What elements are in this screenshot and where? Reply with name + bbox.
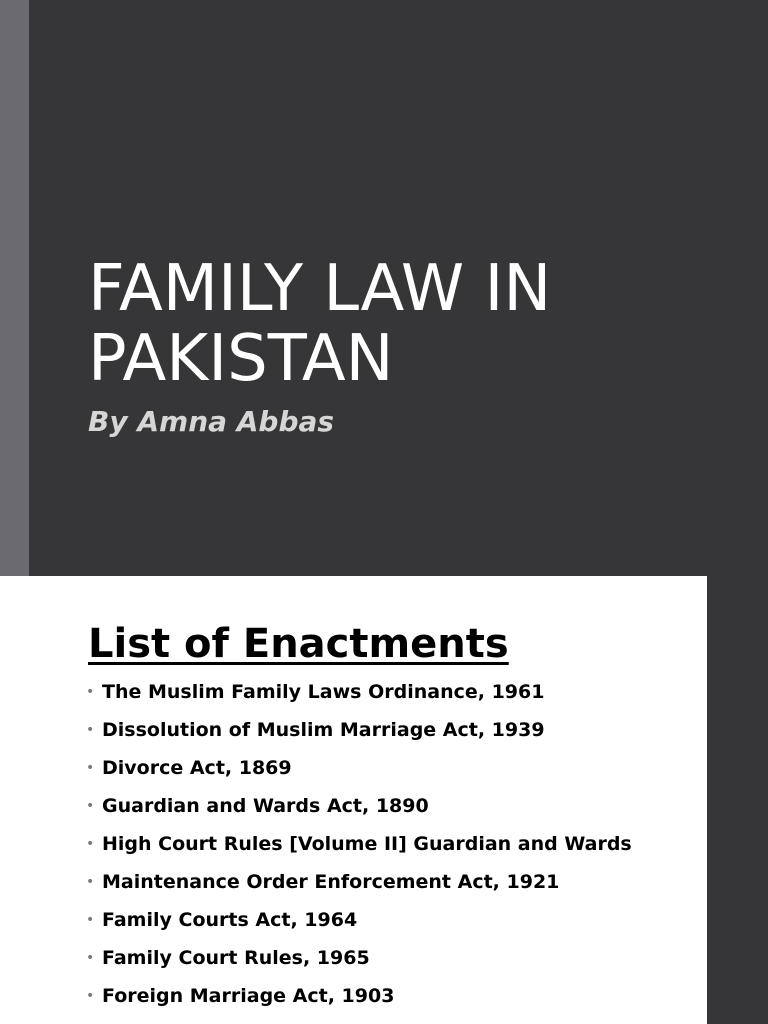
presentation-author: By Amna Abbas [88,405,335,438]
bullet-icon: • [86,684,95,700]
list-item-text: Divorce Act, 1869 [102,757,292,779]
list-item-text: The Muslim Family Laws Ordinance, 1961 [102,681,545,703]
list-item [86,795,646,817]
list-item [86,909,646,931]
enactment-list [86,681,646,1023]
list-item-text: Foreign Marriage Act, 1903 [102,985,395,1007]
bullet-icon: • [86,722,95,738]
bullet-icon: • [86,874,95,890]
bullet-icon: • [86,798,95,814]
list-item [86,681,646,703]
accent-bar [0,0,29,576]
enactments-slide [0,576,707,1024]
list-item-text: Dissolution of Muslim Marriage Act, 1939 [102,719,545,741]
presentation-title: FAMILY LAW IN PAKISTAN [88,252,552,396]
list-item [86,871,646,893]
list-item [86,947,646,969]
slide-heading: List of Enactments [88,621,509,667]
bullet-icon: • [86,950,95,966]
list-item [86,833,646,855]
list-item [86,757,646,779]
list-item-text: High Court Rules [Volume II] Guardian and Wards [102,833,632,855]
bullet-icon: • [86,760,95,776]
bullet-icon: • [86,836,95,852]
bullet-icon: • [86,912,95,928]
list-item-text: Family Courts Act, 1964 [102,909,358,931]
list-item [86,719,646,741]
list-item-text: Family Court Rules, 1965 [102,947,370,969]
bullet-icon: • [86,988,95,1004]
list-item-text: Maintenance Order Enforcement Act, 1921 [102,871,560,893]
list-item-text: Guardian and Wards Act, 1890 [102,795,429,817]
list-item [86,985,646,1007]
